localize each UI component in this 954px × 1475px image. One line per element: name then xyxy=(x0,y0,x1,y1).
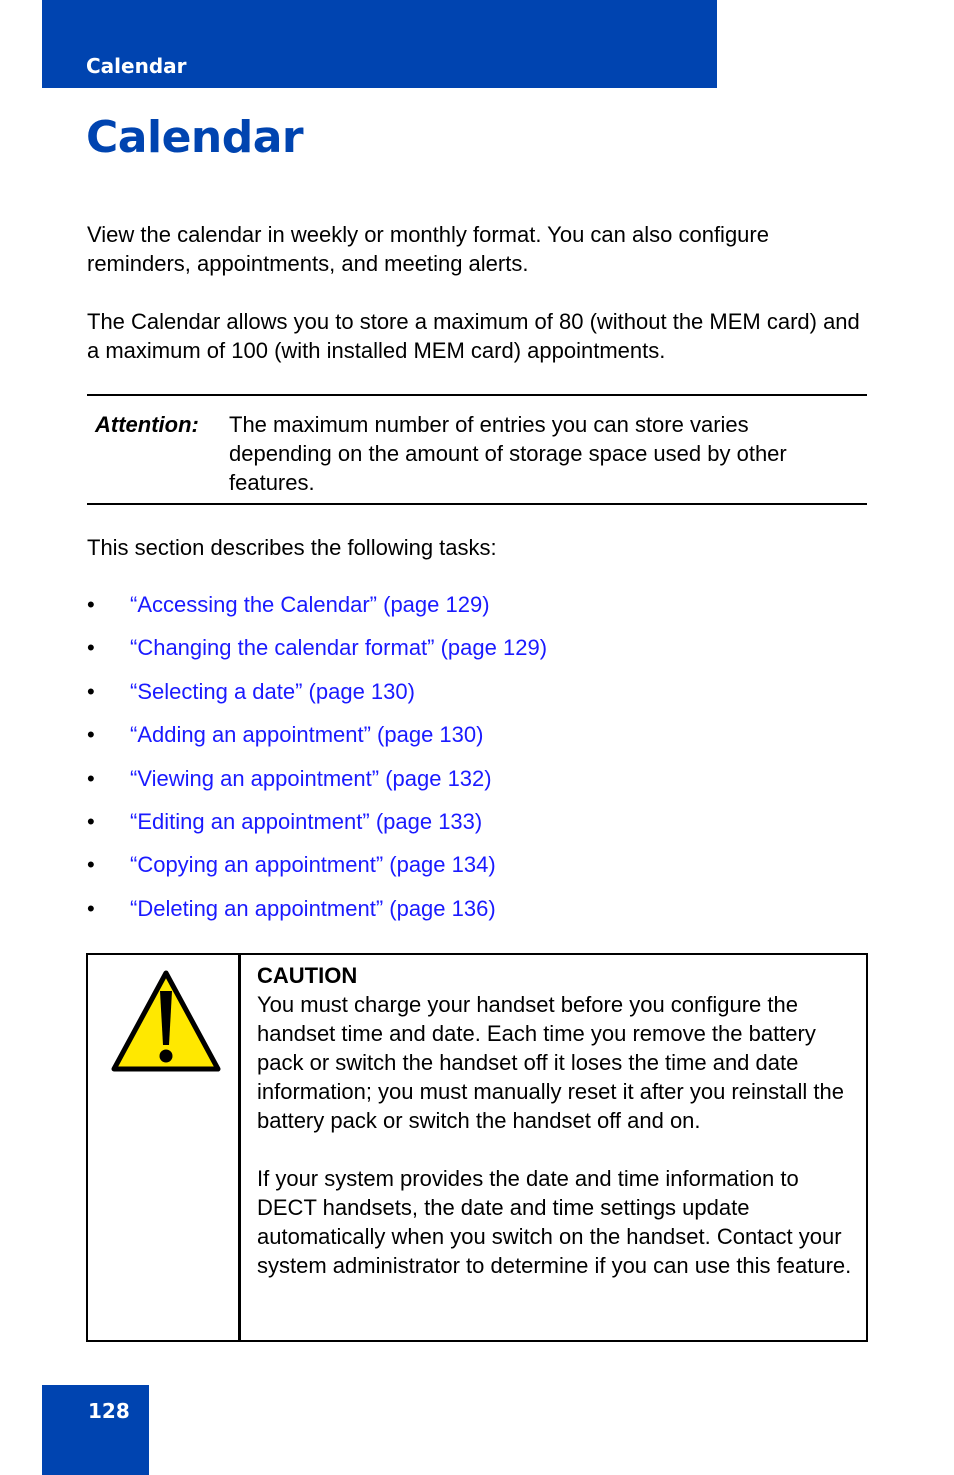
attention-note xyxy=(87,394,867,505)
bullet: • xyxy=(87,722,95,748)
bullet: • xyxy=(87,635,95,661)
bullet: • xyxy=(87,678,95,704)
task-link[interactable]: “Viewing an appointment” (page 132) xyxy=(130,765,492,791)
task-link[interactable]: “Copying an appointment” (page 134) xyxy=(130,852,496,878)
task-link[interactable]: “Adding an appointment” (page 130) xyxy=(130,722,484,748)
intro-paragraph-2: The Calendar allows you to store a maximum of 80 (without the MEM card) and a maximum of 100 (with installed MEM card) appointments. xyxy=(87,309,860,363)
task-link[interactable]: “Changing the calendar format” (page 129) xyxy=(130,635,548,661)
bullet: • xyxy=(87,592,95,617)
tasks-intro: This section describes the following tasks: xyxy=(87,535,497,560)
caution-body xyxy=(257,961,857,1280)
bullet: • xyxy=(87,808,95,834)
bullet: • xyxy=(87,852,95,878)
bullet: • xyxy=(87,895,95,921)
page-number: 128 xyxy=(88,1399,130,1423)
task-link[interactable]: “Accessing the Calendar” (page 129) xyxy=(130,592,490,617)
attention-text: The maximum number of entries you can store varies depending on the amount of storage space used by other features. xyxy=(229,412,787,495)
header-bar xyxy=(42,0,717,88)
task-link[interactable]: “Deleting an appointment” (page 136) xyxy=(130,895,496,921)
warning-triangle-icon xyxy=(110,969,222,1075)
intro-paragraph-1: View the calendar in weekly or monthly format. You can also configure reminders, appointments, and meeting alerts. xyxy=(87,222,769,276)
task-link[interactable]: “Editing an appointment” (page 133) xyxy=(130,808,483,834)
attention-label: Attention: xyxy=(95,412,199,437)
caution-icon-cell xyxy=(88,955,241,1340)
caution-paragraph-1: You must charge your handset before you configure the handset time and date. Each time you remove the battery pack or switch the handset off it loses the time and date information; you must manually reset it after you reinstall the battery pack or switch the handset off and on. xyxy=(257,992,844,1133)
caution-box xyxy=(86,953,868,1342)
bullet: • xyxy=(87,765,95,791)
page-number-box xyxy=(42,1385,149,1475)
caution-paragraph-2: If your system provides the date and time information to DECT handsets, the date and time settings update automatically when you switch on the handset. Contact your system administrator to determine if you can use this feature. xyxy=(257,1166,852,1278)
task-link[interactable]: “Selecting a date” (page 130) xyxy=(130,678,415,704)
header-section-label: Calendar xyxy=(86,54,187,78)
page-title: Calendar xyxy=(86,112,304,163)
caution-title: CAUTION xyxy=(257,963,358,988)
